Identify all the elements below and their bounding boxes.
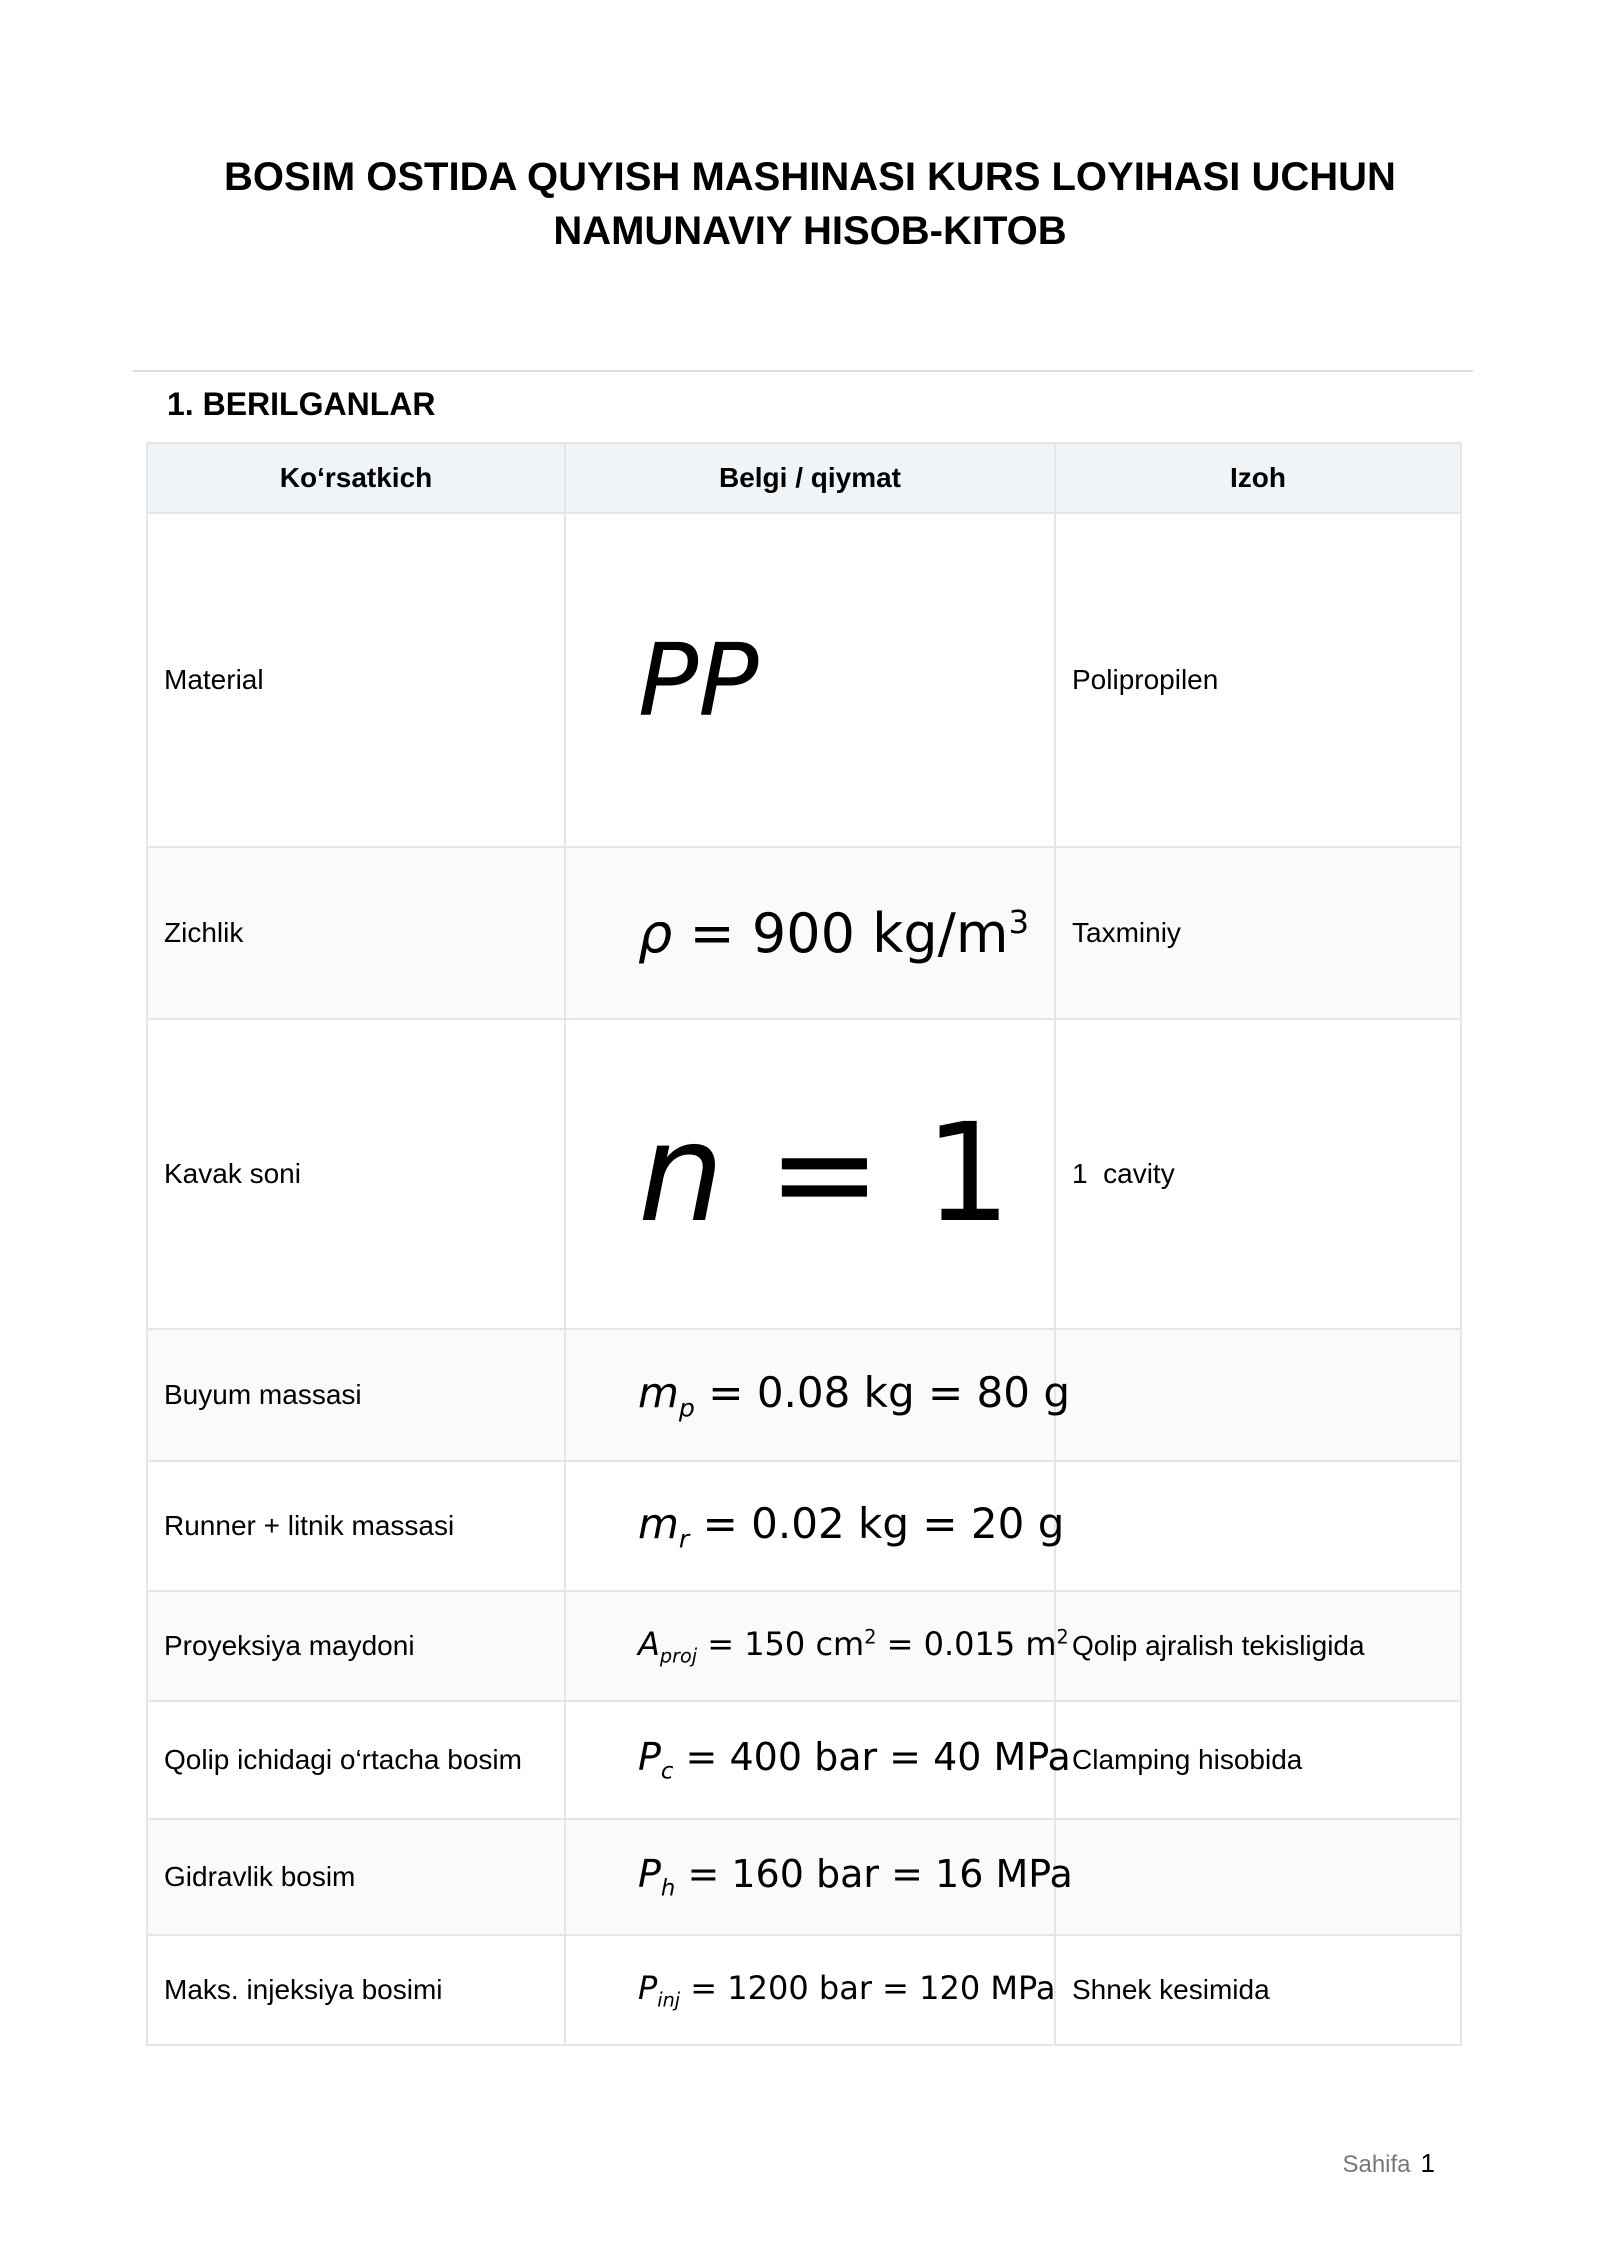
- formula-value: [565, 513, 1055, 847]
- formula-value: [565, 1329, 1071, 1461]
- table-row: [147, 1329, 1461, 1461]
- row-label: Buyum massasi: [147, 1329, 565, 1461]
- formula-value: [565, 1019, 1055, 1329]
- table-row: [147, 1591, 1461, 1701]
- page-number: 1: [1420, 2148, 1435, 2178]
- formula-value: [565, 1935, 1055, 2045]
- table-header-row: [147, 443, 1461, 513]
- formula-text: $m_r = 0.02$ kg = 20 g: [638, 1498, 1065, 1554]
- document-title: [140, 150, 1480, 258]
- formula-text: $m_p = 0.08$ kg = 80 g: [638, 1367, 1071, 1423]
- row-note: [1055, 1819, 1461, 1935]
- page-footer: [1342, 2148, 1435, 2179]
- row-note: Clamping hisobida: [1055, 1701, 1461, 1819]
- row-label: Proyeksiya maydoni: [147, 1591, 565, 1701]
- row-note: [1055, 1461, 1461, 1591]
- row-note: Shnek kesimida: [1055, 1935, 1461, 2045]
- formula-text: PP: [638, 621, 759, 739]
- row-note: 1 cavity: [1055, 1019, 1461, 1329]
- row-label: Maks. injeksiya bosimi: [147, 1935, 565, 2045]
- row-label: Runner + litnik massasi: [147, 1461, 565, 1591]
- table-row: [147, 1461, 1461, 1591]
- row-label: Kavak soni: [147, 1019, 565, 1329]
- table-row: [147, 513, 1461, 847]
- header-indicator: Ko‘rsatkich: [147, 443, 565, 513]
- page-label: Sahifa: [1342, 2151, 1411, 2178]
- row-note: [1055, 1329, 1461, 1461]
- formula-text: $A_{proj} = 150$ $cm^2 = 0.015$ $m^2$: [638, 1624, 1069, 1668]
- row-note: Qolip ajralish tekisligida: [1055, 1591, 1461, 1701]
- section-heading: 1. BERILGANLAR: [167, 386, 436, 422]
- formula-text: n = 1: [638, 1095, 1012, 1253]
- row-note: Taxminiy: [1055, 847, 1461, 1019]
- formula-value: [565, 1701, 1071, 1819]
- table-row: [147, 1819, 1461, 1935]
- row-label: Zichlik: [147, 847, 565, 1019]
- formula-text: ρ = 900 $kg/m^3$: [638, 901, 1030, 965]
- row-label: Gidravlik bosim: [147, 1819, 565, 1935]
- row-label: Material: [147, 513, 565, 847]
- formula-value: [565, 1591, 1069, 1701]
- formula-value: [565, 847, 1055, 1019]
- table-row: [147, 1935, 1461, 2045]
- header-symbol-value: Belgi / qiymat: [565, 443, 1055, 513]
- formula-value: [565, 1819, 1073, 1935]
- table-row: [147, 1019, 1461, 1329]
- row-note: Polipropilen: [1055, 513, 1461, 847]
- table-row: [147, 1701, 1461, 1819]
- title-line-1: BOSIM OSTIDA QUYISH MASHINASI KURS LOYIHASI UCHUN: [224, 155, 1396, 199]
- title-line-2: NAMUNAVIY HISOB-KITOB: [553, 209, 1067, 253]
- header-note: Izoh: [1055, 443, 1461, 513]
- formula-text: $P_c = 400$ bar = 40 MPa: [638, 1735, 1071, 1785]
- section-divider: [133, 370, 1473, 372]
- formula-value: [565, 1461, 1065, 1591]
- table-row: [147, 847, 1461, 1019]
- formula-text: $P_{inj} = 1200$ bar = 120 MPa: [638, 1968, 1056, 2012]
- row-label: Qolip ichidagi o‘rtacha bosim: [147, 1701, 565, 1819]
- formula-text: $P_h = 160$ bar = 16 MPa: [638, 1852, 1073, 1902]
- data-table: [146, 442, 1462, 2046]
